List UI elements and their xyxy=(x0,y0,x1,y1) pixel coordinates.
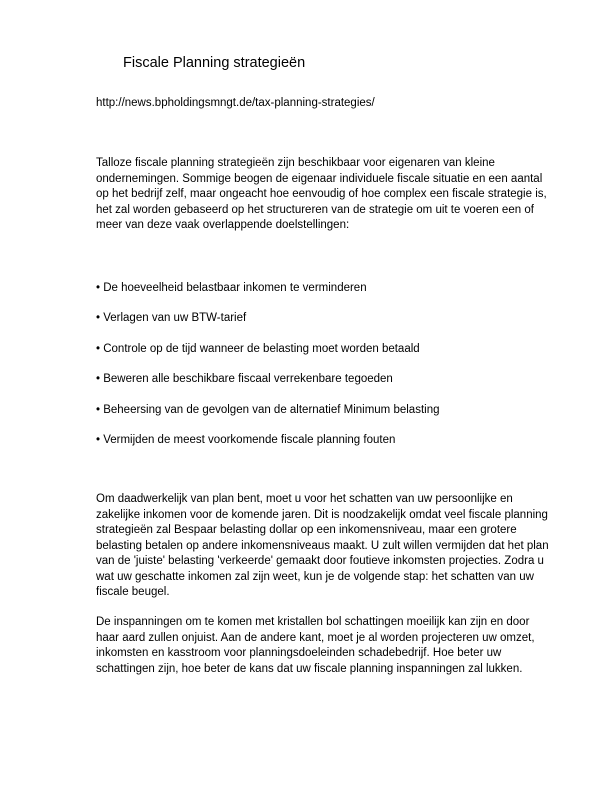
text-line: Talloze fiscale planning strategieën zijn beschikbaar voor eigenaren van kleine xyxy=(96,157,495,169)
text-line: van de 'juiste' belasting 'verkeerde' gemaakt door foutieve inkomsten projecties. Zodra u xyxy=(96,555,544,567)
page-title: Fiscale Planning strategieën xyxy=(123,55,306,71)
text-line: fiscale beugel. xyxy=(96,586,170,598)
text-line: meer van deze vaak overlappende doelstellingen: xyxy=(96,219,350,231)
text-line: belasting betalen op andere inkomensniveaus maakt. U zult willen vermijden dat het plan xyxy=(96,539,549,552)
source-url: http://news.bpholdingsmngt.de/tax-planning-strategies/ xyxy=(96,97,375,109)
text-line: zakelijke inkomen voor de komende jaren. Dit is noodzakelijk omdat veel fiscale planning xyxy=(96,508,548,521)
intro-paragraph xyxy=(96,156,581,234)
text-line: Om daadwerkelijk van plan bent, moet u voor het schatten van uw persoonlijke en xyxy=(96,493,513,505)
text-line: De inspanningen om te komen met kristallen bol schattingen moeilijk kan zijn en door xyxy=(96,616,530,628)
list-item: • Beheersing van de gevolgen van de alternatief Minimum belasting xyxy=(96,403,440,416)
income-estimation-paragraph xyxy=(96,492,581,601)
list-item: • Vermijden de meest voorkomende fiscale planning fouten xyxy=(96,433,396,446)
text-line: inkomsten en kasstroom voor planningsdoeleinden schadebedrijf. Hoe beter uw xyxy=(96,647,502,659)
text-line: haar aard zullen onjuist. Aan de andere kant, moet je al worden projecteren uw omzet, xyxy=(96,631,535,644)
text-line: strategieën zal Bespaar belasting dollar op een inkomensniveau, maar een grotere xyxy=(96,524,517,536)
text-line: ondernemingen. Sommige beogen de eigenaar individuele fiscale situatie en een aantal xyxy=(96,172,543,185)
text-line: schattingen zijn, hoe beter de kans dat uw fiscale planning inspanningen zal lukken. xyxy=(96,662,523,675)
text-line: wat uw geschatte inkomen zal zijn weet, kun je de volgende stap: het schatten van uw xyxy=(96,570,534,583)
projection-paragraph xyxy=(96,615,581,677)
list-item: • Controle op de tijd wanneer de belasting moet worden betaald xyxy=(96,342,420,355)
text-line: op het bedrijf zelf, maar ongeacht hoe eenvoudig of hoe complex een fiscale strategie is, xyxy=(96,188,547,200)
list-item: • Beweren alle beschikbare fiscaal verrekenbare tegoeden xyxy=(96,373,393,386)
text-line: het zal worden gebaseerd op het structureren van de strategie om uit te voeren een of xyxy=(96,203,534,216)
objectives-list xyxy=(96,281,439,463)
list-item: • Verlagen van uw BTW-tarief xyxy=(96,312,247,325)
list-item: • De hoeveelheid belastbaar inkomen te verminderen xyxy=(96,282,367,294)
